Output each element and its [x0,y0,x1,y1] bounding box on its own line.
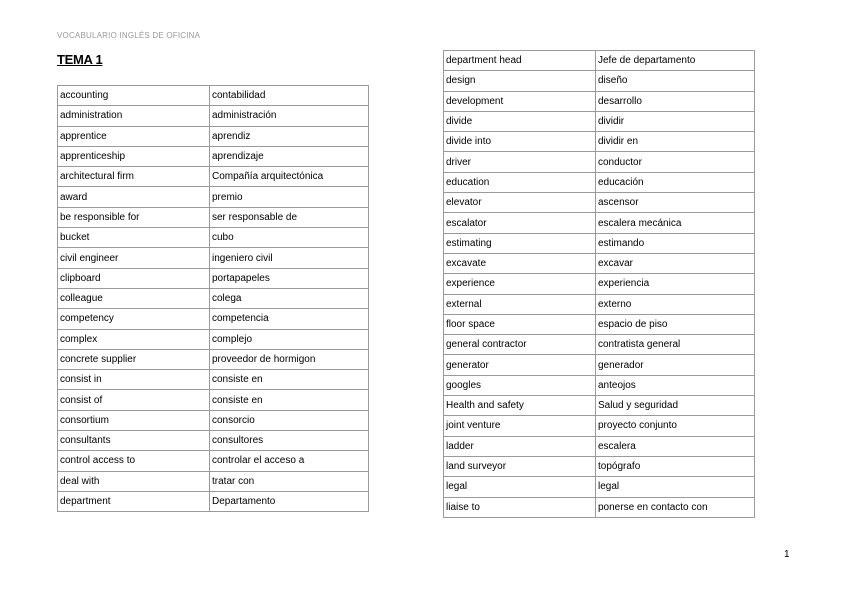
vocabulary-table-left [57,85,369,512]
english-term: consortium [58,410,210,430]
english-term: ladder [444,436,596,456]
english-term: joint venture [444,416,596,436]
english-term: consultants [58,431,210,451]
vocabulary-table-right [443,50,755,518]
english-term: department [58,491,210,511]
spanish-translation: escalera [596,436,755,456]
spanish-translation: Salud y seguridad [596,396,755,416]
table-row [444,132,755,152]
table-row [444,477,755,497]
spanish-translation: educación [596,172,755,192]
spanish-translation: proyecto conjunto [596,416,755,436]
english-term: deal with [58,471,210,491]
english-term: driver [444,152,596,172]
english-term: googles [444,375,596,395]
table-row [58,491,369,511]
english-term: Health and safety [444,396,596,416]
table-row [58,167,369,187]
spanish-translation: competencia [210,309,369,329]
spanish-translation: proveedor de hormigon [210,349,369,369]
table-row [58,106,369,126]
table-row [444,396,755,416]
english-term: external [444,294,596,314]
english-term: excavate [444,253,596,273]
table-row [444,355,755,375]
english-term: concrete supplier [58,349,210,369]
spanish-translation: consultores [210,431,369,451]
spanish-translation: Jefe de departamento [596,51,755,71]
spanish-translation: conductor [596,152,755,172]
english-term: floor space [444,314,596,334]
table-row [444,375,755,395]
english-term: civil engineer [58,248,210,268]
table-row [444,497,755,517]
spanish-translation: tratar con [210,471,369,491]
spanish-translation: generador [596,355,755,375]
running-header: VOCABULARIO INGLÉS DE OFICINA [57,31,201,40]
spanish-translation: ponerse en contacto con [596,497,755,517]
table-row [58,248,369,268]
spanish-translation: anteojos [596,375,755,395]
spanish-translation: consorcio [210,410,369,430]
spanish-translation: externo [596,294,755,314]
table-row [444,193,755,213]
english-term: architectural firm [58,167,210,187]
english-term: accounting [58,86,210,106]
table-row [58,451,369,471]
english-term: escalator [444,213,596,233]
spanish-translation: experiencia [596,274,755,294]
english-term: competency [58,309,210,329]
table-row [58,146,369,166]
table-row [444,51,755,71]
spanish-translation: excavar [596,253,755,273]
spanish-translation: desarrollo [596,91,755,111]
spanish-translation: dividir [596,111,755,131]
spanish-translation: legal [596,477,755,497]
spanish-translation: premio [210,187,369,207]
table-row [444,213,755,233]
table-row [58,390,369,410]
table-row [444,71,755,91]
english-term: apprenticeship [58,146,210,166]
table-row [58,329,369,349]
table-row [58,207,369,227]
table-row [58,268,369,288]
english-term: experience [444,274,596,294]
spanish-translation: contratista general [596,335,755,355]
table-row [444,91,755,111]
english-term: elevator [444,193,596,213]
spanish-translation: consiste en [210,390,369,410]
table-row [444,172,755,192]
english-term: complex [58,329,210,349]
table-row [58,370,369,390]
table-row [58,410,369,430]
table-row [444,314,755,334]
english-term: control access to [58,451,210,471]
english-term: divide into [444,132,596,152]
table-row [444,274,755,294]
spanish-translation: consiste en [210,370,369,390]
spanish-translation: administración [210,106,369,126]
spanish-translation: Compañía arquitectónica [210,167,369,187]
spanish-translation: dividir en [596,132,755,152]
english-term: legal [444,477,596,497]
spanish-translation: aprendizaje [210,146,369,166]
page-number: 1 [784,549,790,560]
table-row [58,126,369,146]
table-row [444,294,755,314]
english-term: estimating [444,233,596,253]
spanish-translation: espacio de piso [596,314,755,334]
spanish-translation: ascensor [596,193,755,213]
table-row [444,111,755,131]
spanish-translation: controlar el acceso a [210,451,369,471]
spanish-translation: escalera mecánica [596,213,755,233]
spanish-translation: diseño [596,71,755,91]
english-term: award [58,187,210,207]
spanish-translation: colega [210,288,369,308]
table-row [444,335,755,355]
english-term: department head [444,51,596,71]
english-term: general contractor [444,335,596,355]
table-row [444,436,755,456]
english-term: design [444,71,596,91]
spanish-translation: portapapeles [210,268,369,288]
table-row [58,288,369,308]
english-term: land surveyor [444,456,596,476]
table-row [444,456,755,476]
english-term: be responsible for [58,207,210,227]
table-row [58,309,369,329]
table-row [58,431,369,451]
section-title: TEMA 1 [57,52,103,67]
spanish-translation: complejo [210,329,369,349]
spanish-translation: contabilidad [210,86,369,106]
spanish-translation: Departamento [210,491,369,511]
english-term: divide [444,111,596,131]
english-term: generator [444,355,596,375]
table-row [58,471,369,491]
spanish-translation: aprendiz [210,126,369,146]
spanish-translation: ser responsable de [210,207,369,227]
english-term: liaise to [444,497,596,517]
spanish-translation: estimando [596,233,755,253]
english-term: apprentice [58,126,210,146]
english-term: consist in [58,370,210,390]
table-row [444,233,755,253]
english-term: consist of [58,390,210,410]
english-term: development [444,91,596,111]
spanish-translation: ingeniero civil [210,248,369,268]
table-row [444,253,755,273]
table-row [444,152,755,172]
english-term: bucket [58,228,210,248]
table-row [58,349,369,369]
table-row [444,416,755,436]
english-term: education [444,172,596,192]
table-row [58,187,369,207]
english-term: clipboard [58,268,210,288]
spanish-translation: cubo [210,228,369,248]
table-row [58,228,369,248]
english-term: colleague [58,288,210,308]
english-term: administration [58,106,210,126]
spanish-translation: topógrafo [596,456,755,476]
table-row [58,86,369,106]
